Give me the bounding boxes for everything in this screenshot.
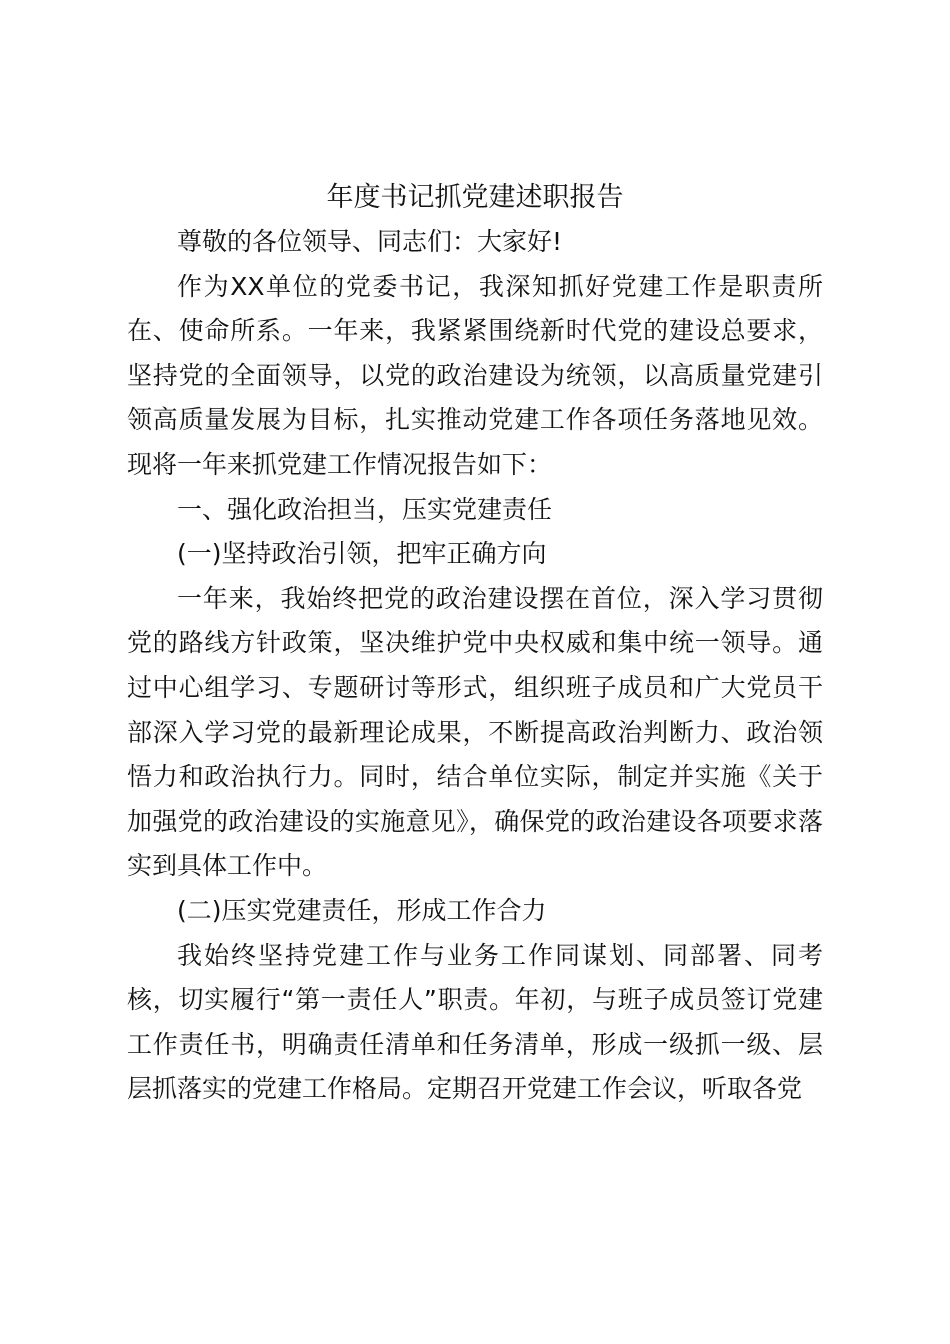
section-heading-1: 一、强化政治担当，压实党建责任 xyxy=(177,494,553,524)
document-page xyxy=(127,176,823,1112)
body-paragraph-2: 我始终坚持党建工作与业务工作同谋划、同部署、同考核，切实履行“第一责任人”职责。年初，与班子成员签订党建工作责任书，明确责任清单和任务清单，形成一级抓一级、层层抓落实的党建工作格局。定期召开党建工作会议，听取各党 xyxy=(127,940,823,1104)
intro-paragraph: 作为XX单位的党委书记，我深知抓好党建工作是职责所在、使命所系。一年来，我紧紧围绕新时代党的建设总要求，坚持党的全面领导，以党的政治建设为统领，以高质量党建引领高质量发展为目标，扎实推动党建工作各项任务落地见效。现将一年来抓党建工作情况报告如下： xyxy=(127,271,823,479)
subsection-heading-2: (二)压实党建责任，形成工作合力 xyxy=(177,895,547,925)
subsection-heading-1: (一)坚持政治引领，把牢正确方向 xyxy=(177,539,547,569)
salutation: 尊敬的各位领导、同志们：大家好! xyxy=(177,227,563,256)
body-paragraph-1: 一年来，我始终把党的政治建设摆在首位，深入学习贯彻党的路线方针政策，坚决维护党中央权威和集中统一领导。通过中心组学习、专题研讨等形式，组织班子成员和广大党员干部深入学习党的最新理论成果，不断提高政治判断力、政治领悟力和政治执行力。同时，结合单位实际，制定并实施《关于加强党的政治建设的实施意见》，确保党的政治建设各项要求落实到具体工作中。 xyxy=(127,583,823,881)
document-title: 年度书记抓党建述职报告 xyxy=(326,182,624,213)
